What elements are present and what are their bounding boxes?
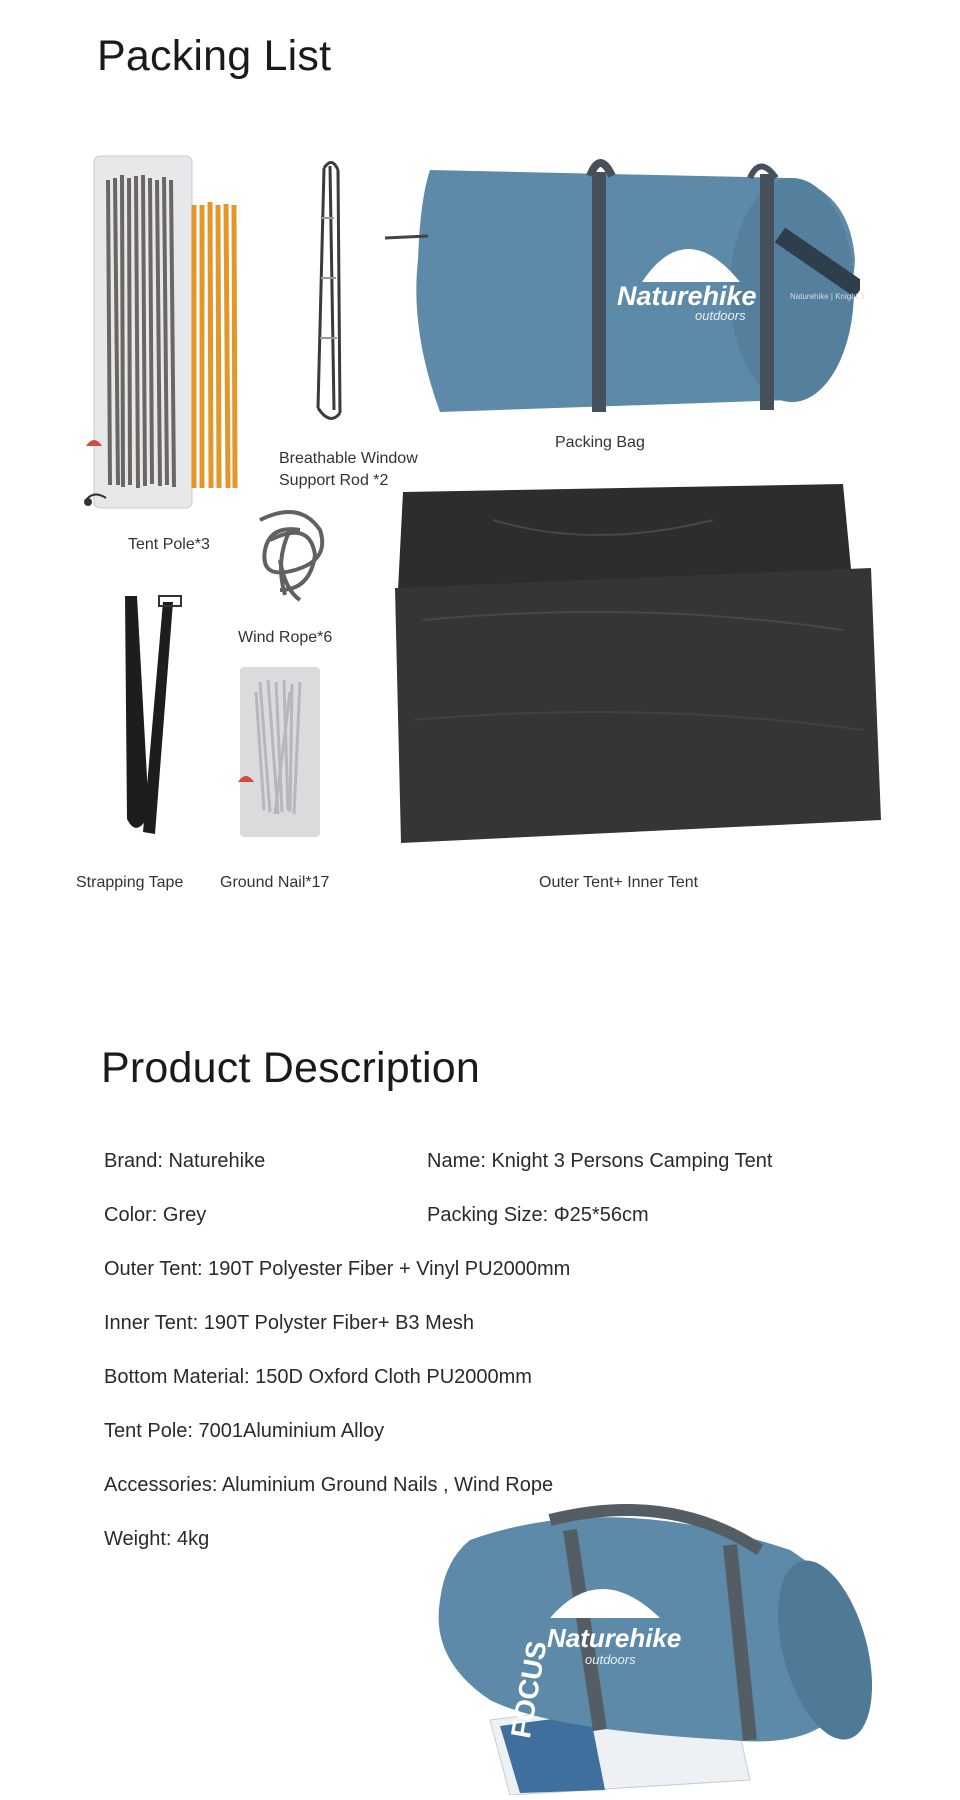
desc-outer-tent: Outer Tent: 190T Polyester Fiber + Vinyl PU2000mm [104,1258,571,1280]
window-rod-label-line1: Breathable Window [279,450,418,467]
desc-weight: Weight: 4kg [104,1528,210,1550]
packing-list-title: Packing List [97,32,332,80]
ground-nail-image [230,662,330,842]
desc-bottom-material: Bottom Material: 150D Oxford Cloth PU2000mm [104,1366,532,1388]
product-description-title: Product Description [101,1044,481,1092]
window-rod-label-line2: Support Rod *2 [279,472,389,489]
bag-logo-text: Naturehike [617,281,757,311]
desc-tent-pole: Tent Pole: 7001Aluminium Alloy [104,1420,385,1442]
ground-nail-label: Ground Nail*17 [220,874,330,891]
outer-inner-tent-label: Outer Tent+ Inner Tent [539,874,699,891]
photo-logo-sub: outdoors [585,1652,636,1667]
magazine-title: FOCUS [505,1638,553,1741]
photo-logo-text: Naturehike [547,1623,682,1653]
wind-rope-image [240,500,340,605]
bag-logo-sub: outdoors [695,308,746,323]
strapping-tape-image [115,594,190,844]
tent-pole-label: Tent Pole*3 [128,536,210,553]
desc-name: Name: Knight 3 Persons Camping Tent [427,1150,773,1172]
bag-side-label: Naturehike | Knight 3 [790,292,865,301]
desc-packing-size: Packing Size: Φ25*56cm [427,1204,649,1226]
desc-brand: Brand: Naturehike [104,1150,266,1172]
desc-accessories: Accessories: Aluminium Ground Nails , Wind Rope [104,1474,554,1496]
desc-color: Color: Grey [104,1204,207,1226]
packing-bag-label: Packing Bag [555,434,645,451]
strapping-tape-label: Strapping Tape [76,874,184,891]
window-rod-image [310,158,360,430]
outer-inner-tent-image [393,480,883,845]
wind-rope-label: Wind Rope*6 [238,629,333,646]
tent-pole-image [78,150,248,520]
desc-inner-tent: Inner Tent: 190T Polyster Fiber+ B3 Mesh [104,1312,475,1334]
